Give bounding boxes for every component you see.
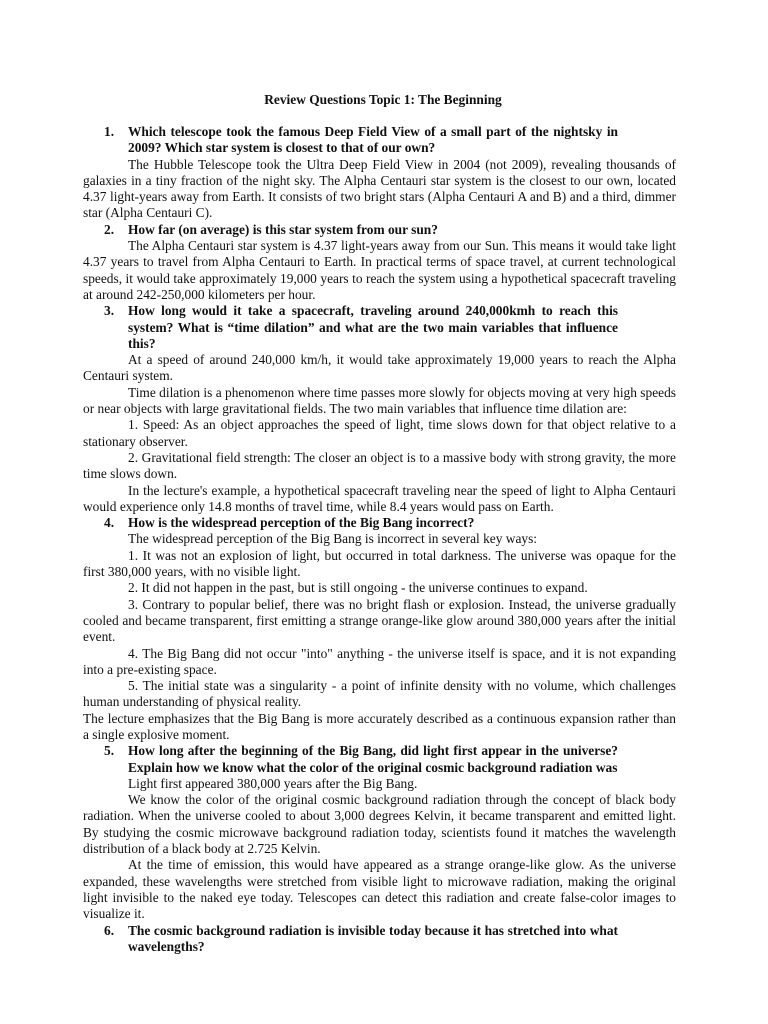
answer-paragraph: 1. Speed: As an object approaches the speed of light, time slows down for that object relative to a stationary observer. — [83, 417, 676, 449]
answer-paragraph: We know the color of the original cosmic background radiation through the concept of black body radiation. When the universe cooled to about 3,000 degrees Kelvin, it became transparent and emitted light. By studying the cosmic microwave background radiation today, scientists found it matches the wavelength distribution of a black body at 2.725 Kelvin. — [83, 792, 676, 857]
question-number: 5. — [104, 743, 115, 759]
answer-paragraph: 4. The Big Bang did not occur "into" anything - the universe itself is space, and it is not expanding into a pre-existing space. — [83, 645, 676, 677]
answer-paragraph: 1. It was not an explosion of light, but occurred in total darkness. The universe was opaque for the first 380,000 years, with no visible light. — [83, 547, 676, 580]
question-heading — [83, 303, 618, 352]
answer-paragraph: 2. It did not happen in the past, but is still ongoing - the universe continues to expand. — [128, 580, 588, 596]
answer-paragraph: 3. Contrary to popular belief, there was no bright flash or explosion. Instead, the universe gradually cooled and became transparent, first emitting a strange orange-like glow around 380,000 years after the initial event. — [83, 596, 676, 645]
answer-paragraph: 2. Gravitational field strength: The closer an object is to a massive body with strong gravity, the more time slows down. — [83, 449, 676, 482]
question-text: How long after the beginning of the Big Bang, did light first appear in the universe? Explain how we know what the color of the original cosmic background radiation was — [128, 743, 618, 775]
question-text: How is the widespread perception of the Big Bang incorrect? — [128, 515, 475, 531]
answer-paragraph: Light first appeared 380,000 years after the Big Bang. — [128, 775, 418, 791]
answer-paragraph: 5. The initial state was a singularity - a point of infinite density with no volume, which challenges human understanding of physical reality. — [83, 678, 676, 710]
question-heading — [83, 124, 618, 157]
question-number: 1. — [104, 124, 115, 139]
question-heading — [83, 743, 618, 776]
answer-closing-paragraph: The lecture emphasizes that the Big Bang is more accurately described as a continuous expansion rather than a single explosive moment. — [83, 710, 676, 742]
question-heading — [83, 923, 618, 956]
answer-paragraph: The Alpha Centauri star system is 4.37 light-years away from our Sun. This means it would take light 4.37 years to travel from Alpha Centauri to Earth. In practical terms of space travel, at current technological speeds, it would take approximately 19,000 years to reach the system using a hypothetical spacecraft traveling at around 242-250,000 kilometers per hour. — [83, 238, 676, 302]
answer-paragraph: At a speed of around 240,000 km/h, it would take approximately 19,000 years to reach the Alpha Centauri system. — [83, 352, 676, 384]
question-number: 3. — [104, 303, 115, 319]
document-body — [83, 124, 676, 955]
answer-paragraph: The widespread perception of the Big Bang is incorrect in several key ways: — [128, 531, 538, 547]
answer-paragraph: At the time of emission, this would have appeared as a strange orange-like glow. As the universe expanded, these wavelengths were stretched from visible light to microwave radiation, making the original light invisible to the naked eye today. Telescopes can detect this radiation and create false-color images to visualize it. — [83, 857, 676, 922]
answer-paragraph: The Hubble Telescope took the Ultra Deep Field View in 2004 (not 2009), revealing thousands of galaxies in a tiny fraction of the night sky. The Alpha Centauri star system is the closest to our own, located 4.37 light-years away from Earth. It consists of two bright stars (Alpha Centauri A and B) and a third, dimmer star (Alpha Centauri C). — [83, 156, 676, 221]
question-heading — [83, 515, 618, 531]
question-number: 4. — [104, 515, 115, 531]
document-title: Review Questions Topic 1: The Beginning — [264, 92, 502, 107]
question-text: How far (on average) is this star system from our sun? — [128, 221, 438, 237]
question-number: 2. — [104, 221, 115, 237]
question-text: Which telescope took the famous Deep Field View of a small part of the nightsky in 2009? Which star system is closest to that of our own? — [128, 124, 618, 156]
answer-paragraph: Time dilation is a phenomenon where time passes more slowly for objects moving at very high speeds or near objects with large gravitational fields. The two main variables that influence time dilation are: — [83, 384, 676, 417]
question-heading — [83, 222, 618, 238]
question-text: The cosmic background radiation is invisible today because it has stretched into what wavelengths? — [128, 922, 618, 954]
question-text: How long would it take a spacecraft, traveling around 240,000kmh to reach this system? What is “time dilation” and what are the two main variables that influence this? — [128, 303, 618, 351]
question-number: 6. — [104, 922, 115, 938]
answer-paragraph: In the lecture's example, a hypothetical spacecraft traveling near the speed of light to Alpha Centauri would experience only 14.8 months of travel time, while 8.4 years would pass on Earth. — [83, 482, 676, 514]
